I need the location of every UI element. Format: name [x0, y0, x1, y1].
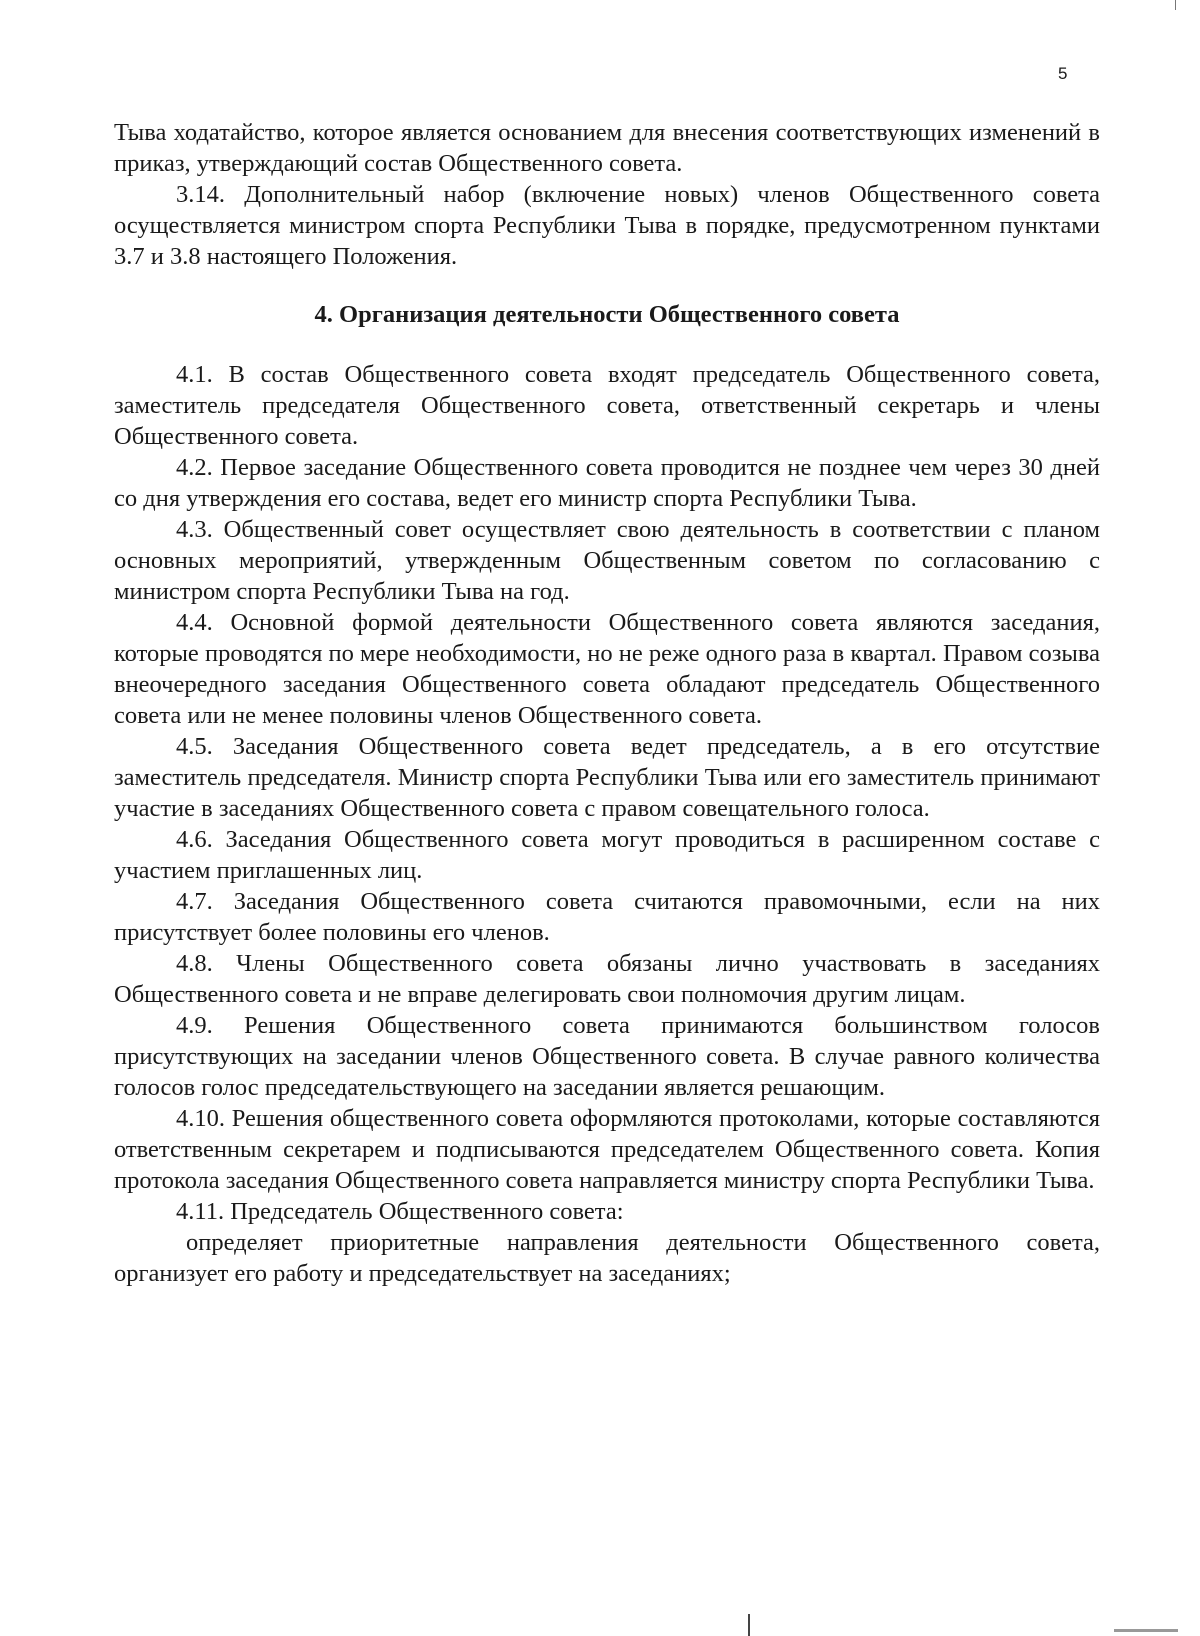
page-number: 5 [1058, 64, 1068, 83]
paragraph-4-6: 4.6. Заседания Общественного совета могут проводиться в расширенном составе с участием приглашенных лиц. [114, 826, 1100, 884]
paragraph-4-9: 4.9. Решения Общественного совета принимаются большинством голосов присутствующих на заседании членов Общественного совета. В случае равного количества голосов голос председательствующего на заседании является решающим. [114, 1012, 1100, 1101]
scan-artifact-bottom [748, 1614, 750, 1636]
paragraph-4-2: 4.2. Первое заседание Общественного совета проводится не позднее чем через 30 дней со дня утверждения его состава, ведет его министр спорта Республики Тыва. [114, 454, 1100, 512]
paragraph-4-7: 4.7. Заседания Общественного совета считаются правомочными, если на них присутствует более половины его членов. [114, 888, 1100, 946]
section-heading-4: 4. Организация деятельности Общественного совета [314, 301, 900, 328]
paragraph-4-5: 4.5. Заседания Общественного совета ведет председатель, а в его отсутствие заместитель председателя. Министр спорта Республики Тыва или его заместитель принимают участие в заседаниях Общественного совета с правом совещательного голоса. [114, 733, 1100, 822]
scan-artifact-bottom-right [1114, 1629, 1178, 1632]
paragraph-4-3: 4.3. Общественный совет осуществляет свою деятельность в соответствии с планом основных мероприятий, утвержденным Общественным советом по согласованию с министром спорта Республики Тыва на год. [114, 516, 1100, 605]
scan-artifact-top [1175, 0, 1176, 10]
list-item-chair-duties: определяет приоритетные направления деятельности Общественного совета, организует его работу и председательствует на заседаниях; [114, 1229, 1100, 1287]
paragraph-continuation: Тыва ходатайство, которое является основанием для внесения соответствующих изменений в приказ, утверждающий состав Общественного совета. [114, 119, 1100, 177]
paragraph-3-14: 3.14. Дополнительный набор (включение новых) членов Общественного совета осуществляется министром спорта Республики Тыва в порядке, предусмотренном пунктами 3.7 и 3.8 настоящего Положения. [114, 181, 1100, 270]
paragraph-4-10: 4.10. Решения общественного совета оформляются протоколами, которые составляются ответственным секретарем и подписываются председателем Общественного совета. Копия протокола заседания Общественного совета направляется министру спорта Республики Тыва. [114, 1105, 1100, 1194]
paragraph-4-1: 4.1. В состав Общественного совета входят председатель Общественного совета, заместитель председателя Общественного совета, ответственный секретарь и члены Общественного совета. [114, 361, 1100, 450]
paragraph-4-8: 4.8. Члены Общественного совета обязаны лично участвовать в заседаниях Общественного совета и не вправе делегировать свои полномочия другим лицам. [114, 950, 1100, 1008]
paragraph-4-4: 4.4. Основной формой деятельности Общественного совета являются заседания, которые проводятся по мере необходимости, но не реже одного раза в квартал. Правом созыва внеочередного заседания Общественного совета обладают председатель Общественного совета или не менее половины членов Общественного совета. [114, 609, 1100, 729]
document-body [114, 117, 1100, 1289]
paragraph-4-11: 4.11. Председатель Общественного совета: [176, 1198, 624, 1225]
